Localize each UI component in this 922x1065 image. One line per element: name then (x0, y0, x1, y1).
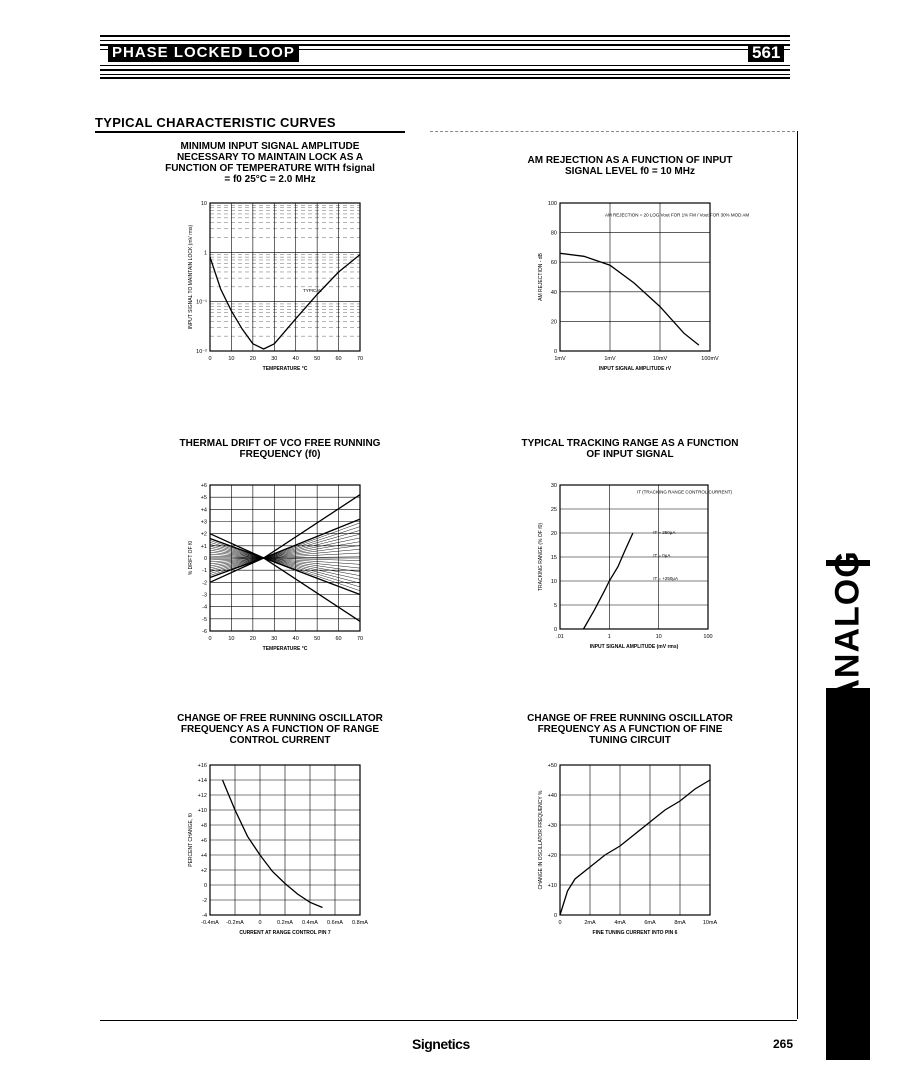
y-tick-label: -4 (202, 913, 207, 919)
y-tick-label: +1 (200, 543, 207, 550)
x-axis-label: FINE TUNING CURRENT INTO PIN 6 (592, 930, 678, 936)
plot-frame (560, 203, 710, 351)
y-tick-label: 15 (550, 555, 557, 561)
x-tick-label: 70 (356, 636, 364, 642)
chart-title-2: AM REJECTION AS A FUNCTION OF INPUT SIGNAL LEVEL f0 = 10 MHz (527, 155, 733, 177)
y-tick-label: -3 (202, 592, 207, 599)
x-tick-label: 10 (228, 636, 235, 642)
chart-fine-tuning (530, 757, 725, 937)
x-tick-label: 10mV (652, 356, 668, 362)
y-tick-label: +3 (200, 519, 207, 526)
chart-annotation: IT = 250μA (653, 529, 676, 535)
x-tick-label: 2mA (584, 920, 596, 926)
x-tick-label: 0.2mA (277, 920, 293, 926)
plot-frame (560, 765, 710, 915)
y-tick-label: +2 (200, 868, 207, 874)
x-tick-label: 1mV (554, 356, 566, 362)
chart-title-6: CHANGE OF FREE RUNNING OSCILLATOR FREQUENCY AS A FUNCTION OF FINE TUNING CIRCUIT (527, 713, 733, 746)
x-tick-label: -0.4mA (201, 920, 219, 926)
x-axis-label: CURRENT AT RANGE CONTROL PIN 7 (239, 930, 331, 936)
y-tick-label: -4 (202, 604, 207, 611)
x-tick-label: 6mA (644, 920, 656, 926)
chart-thermal-drift (180, 477, 370, 655)
x-tick-label: 100mV (701, 356, 719, 362)
y-tick-label: +10 (197, 808, 207, 814)
y-tick-label: +4 (200, 853, 207, 859)
y-tick-label: +6 (200, 483, 207, 489)
y-tick-label: 10 (550, 579, 557, 585)
chart-title-1: MINIMUM INPUT SIGNAL AMPLITUDE NECESSARY TO MAINTAIN LOCK AS A FUNCTION OF TEMPERATURE WITH fsignal = f0 25°C = 2.0 MHz (165, 141, 375, 185)
y-tick-label: 0 (203, 556, 207, 562)
y-tick-label: 100 (547, 201, 557, 207)
y-axis-label: % DRIFT OF f0 (188, 540, 194, 576)
chart-title-5: CHANGE OF FREE RUNNING OSCILLATOR FREQUENCY AS A FUNCTION OF RANGE CONTROL CURRENT (177, 713, 383, 746)
x-tick-label: 1mV (604, 356, 616, 362)
chart-title-3: THERMAL DRIFT OF VCO FREE RUNNING FREQUENCY (f0) (179, 438, 381, 460)
chart-am-rejection (530, 195, 750, 375)
x-tick-label: 60 (335, 356, 342, 362)
series-line-fine-tuning (560, 780, 710, 915)
x-tick-label: 10mA (702, 920, 718, 926)
y-tick-label: -2 (202, 898, 207, 904)
y-axis-label: TRACKING RANGE (% OF f0) (538, 522, 544, 592)
series-line-rejection (560, 253, 699, 345)
x-tick-label: 0.6mA (327, 920, 343, 926)
section-rule (95, 131, 405, 133)
x-tick-label: 100 (703, 634, 713, 640)
y-tick-label: 0 (553, 627, 557, 633)
x-tick-label: 30 (271, 356, 278, 362)
y-tick-label: -1 (202, 568, 207, 575)
y-tick-label: +2 (200, 531, 207, 538)
right-margin-rule (797, 131, 798, 1019)
x-tick-label: 4mA (614, 920, 626, 926)
y-tick-label: +5 (200, 495, 207, 502)
y-tick-label: -6 (202, 629, 207, 635)
y-tick-label: 20 (550, 319, 557, 326)
y-tick-label: +4 (200, 507, 207, 514)
x-tick-label: 10 (228, 356, 235, 362)
y-tick-label: 10⁻¹ (196, 299, 207, 306)
chart-min-input-signal (180, 195, 370, 375)
x-tick-label: 0.4mA (302, 920, 318, 926)
side-tab-label: ANALOG (828, 550, 867, 704)
x-tick-label: 0 (208, 356, 212, 362)
y-tick-label: +20 (547, 853, 557, 859)
y-tick-label: 60 (550, 260, 557, 267)
y-tick-label: +50 (547, 763, 557, 769)
y-tick-label: 30 (550, 483, 557, 489)
x-tick-label: 1 (607, 634, 611, 640)
y-tick-label: +14 (197, 778, 207, 784)
y-axis-label: INPUT SIGNAL TO MAINTAIN LOCK (mV rms) (188, 224, 194, 330)
y-tick-label: 10 (200, 201, 207, 207)
y-tick-label: 10⁻² (196, 349, 207, 355)
y-tick-label: +12 (197, 793, 207, 799)
x-tick-label: 0 (208, 636, 212, 642)
x-axis-label: TEMPERATURE °C (262, 646, 308, 652)
y-tick-label: +8 (200, 823, 207, 829)
y-tick-label: +16 (197, 763, 207, 769)
y-axis-label: PERCENT CHANGE, f0 (188, 813, 194, 867)
x-tick-label: 0 (258, 920, 262, 926)
x-tick-label: -0.2mA (226, 920, 244, 926)
x-tick-label: .01 (556, 634, 564, 640)
chart-range-control (180, 757, 375, 937)
x-tick-label: 40 (292, 356, 299, 362)
x-axis-label: TEMPERATURE °C (262, 366, 308, 372)
y-tick-label: 25 (550, 507, 557, 513)
y-tick-label: 0 (553, 913, 557, 919)
plot-frame (210, 203, 360, 351)
y-tick-label: +6 (200, 838, 207, 844)
y-tick-label: 5 (553, 603, 557, 609)
x-tick-label: 0.8mA (352, 920, 368, 926)
chart-annotation: IT (TRACKING RANGE CONTROL CURRENT) (636, 489, 732, 495)
y-tick-label: +10 (547, 883, 557, 889)
y-tick-label: 20 (550, 531, 557, 537)
y-tick-label: -2 (202, 580, 207, 587)
page-number: 265 (773, 1037, 794, 1051)
x-tick-label: 60 (335, 636, 342, 642)
y-tick-label: 0 (553, 349, 557, 355)
header-title: PHASE LOCKED LOOP (108, 44, 299, 62)
section-title: TYPICAL CHARACTERISTIC CURVES (95, 115, 336, 130)
bottom-rule (100, 1020, 797, 1021)
y-tick-label: -5 (202, 616, 207, 623)
x-tick-label: 20 (249, 356, 256, 362)
side-tab-label-box (826, 550, 870, 704)
y-axis-label: CHANGE IN OSCILLATOR FREQUENCY % (538, 790, 544, 890)
x-tick-label: 50 (314, 356, 321, 362)
y-tick-label: 80 (550, 230, 557, 237)
footer-logo: Signetics (412, 1036, 470, 1052)
x-tick-label: 70 (356, 356, 364, 362)
chart-tracking-range (530, 477, 732, 655)
y-tick-label: +30 (547, 823, 557, 829)
x-tick-label: 20 (249, 636, 256, 642)
x-tick-label: 0 (558, 920, 562, 926)
chart-annotation: IT = +250μA (653, 576, 679, 582)
x-tick-label: 50 (314, 636, 321, 642)
header-number: 561 (748, 44, 784, 62)
y-axis-label: AM REJECTION - dB (538, 253, 544, 301)
chart-annotation: AM REJECTION = 20 LOG Vout FOR 1% FM / Vout FOR 30% MOD AM (605, 212, 750, 218)
y-tick-label: 40 (550, 289, 557, 296)
y-tick-label: 0 (203, 883, 207, 889)
top-dashed-rule (430, 131, 795, 132)
y-tick-label: +40 (547, 793, 557, 799)
chart-annotation: TYPICAL (303, 287, 322, 293)
x-axis-label: INPUT SIGNAL AMPLITUDE (mV rms) (589, 644, 679, 650)
series-line-change (223, 780, 323, 908)
chart-title-4: TYPICAL TRACKING RANGE AS A FUNCTION OF INPUT SIGNAL (521, 438, 739, 460)
x-tick-label: 10 (655, 634, 662, 640)
x-axis-label: INPUT SIGNAL AMPLITUDE rV (598, 366, 672, 372)
chart-annotation: IT = 0μA (653, 553, 671, 558)
x-tick-label: 30 (271, 636, 278, 642)
x-tick-label: 8mA (674, 920, 686, 926)
x-tick-label: 40 (292, 636, 299, 642)
y-tick-label: 1 (203, 250, 207, 257)
